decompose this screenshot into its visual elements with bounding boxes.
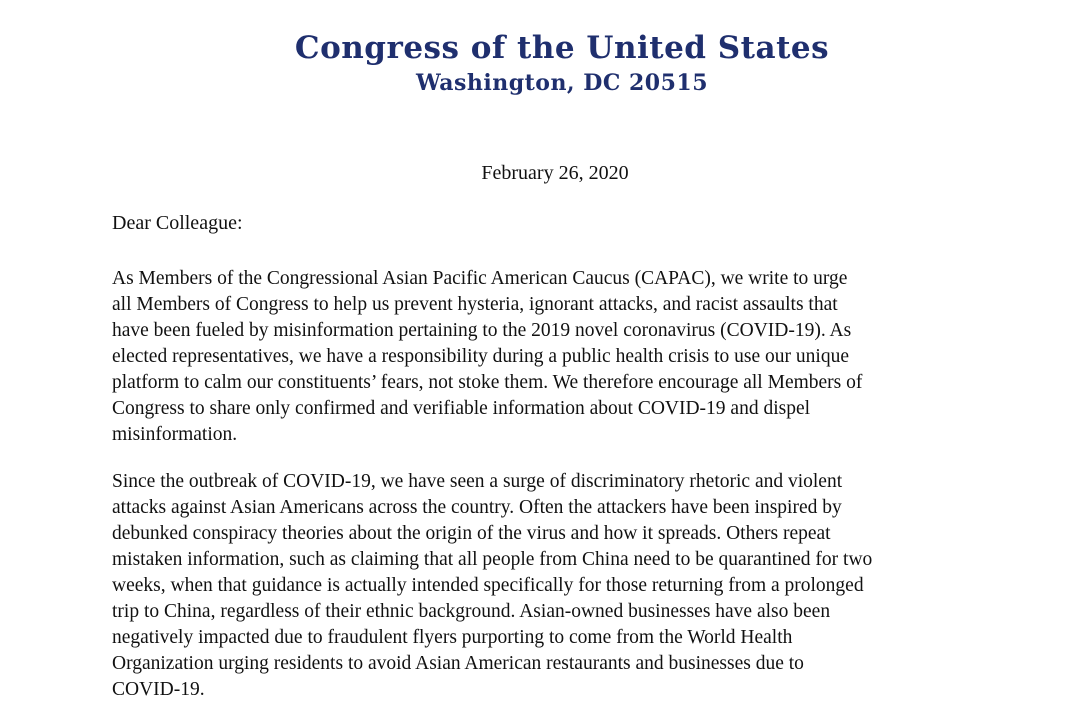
paragraph-line: platform to calm our constituents’ fears, not stoke them. We therefore encourage all Members of [112,372,863,393]
paragraph-line: all Members of Congress to help us prevent hysteria, ignorant attacks, and racist assaults that [112,294,838,315]
paragraph-line: debunked conspiracy theories about the origin of the virus and how it spreads. Others repeat [112,523,831,544]
paragraph-line: trip to China, regardless of their ethnic background. Asian-owned businesses have also been [112,601,831,622]
paragraph-line: COVID-19. [112,679,205,700]
letterhead-address: Washington, DC 20515 [415,70,709,96]
paragraph-2 [112,469,952,703]
letterhead-title: Congress of the United States [294,30,830,66]
paragraph-1 [112,266,952,448]
paragraph-line: Congress to share only confirmed and verifiable information about COVID-19 and dispel [112,398,811,419]
paragraph-line: misinformation. [112,424,238,445]
paragraph-line: weeks, when that guidance is actually intended specifically for those returning from a prolonged [112,575,864,596]
paragraph-line: have been fueled by misinformation pertaining to the 2019 novel coronavirus (COVID-19). As [112,320,852,341]
paragraph-line: attacks against Asian Americans across the country. Often the attackers have been inspired by [112,497,842,518]
paragraph-line: negatively impacted due to fraudulent flyers purporting to come from the World Health [112,627,793,648]
paragraph-line: As Members of the Congressional Asian Pacific American Caucus (CAPAC), we write to urge [112,268,848,289]
salutation: Dear Colleague: [112,212,243,234]
paragraph-line: Organization urging residents to avoid Asian American restaurants and businesses due to [112,653,804,674]
letterhead [0,28,1080,98]
paragraph-line: elected representatives, we have a responsibility during a public health crisis to use our unique [112,346,849,367]
letter-date: February 26, 2020 [481,162,629,184]
paragraph-line: mistaken information, such as claiming that all people from China need to be quarantined for two [112,549,873,570]
paragraph-line: Since the outbreak of COVID-19, we have seen a surge of discriminatory rhetoric and violent [112,471,843,492]
